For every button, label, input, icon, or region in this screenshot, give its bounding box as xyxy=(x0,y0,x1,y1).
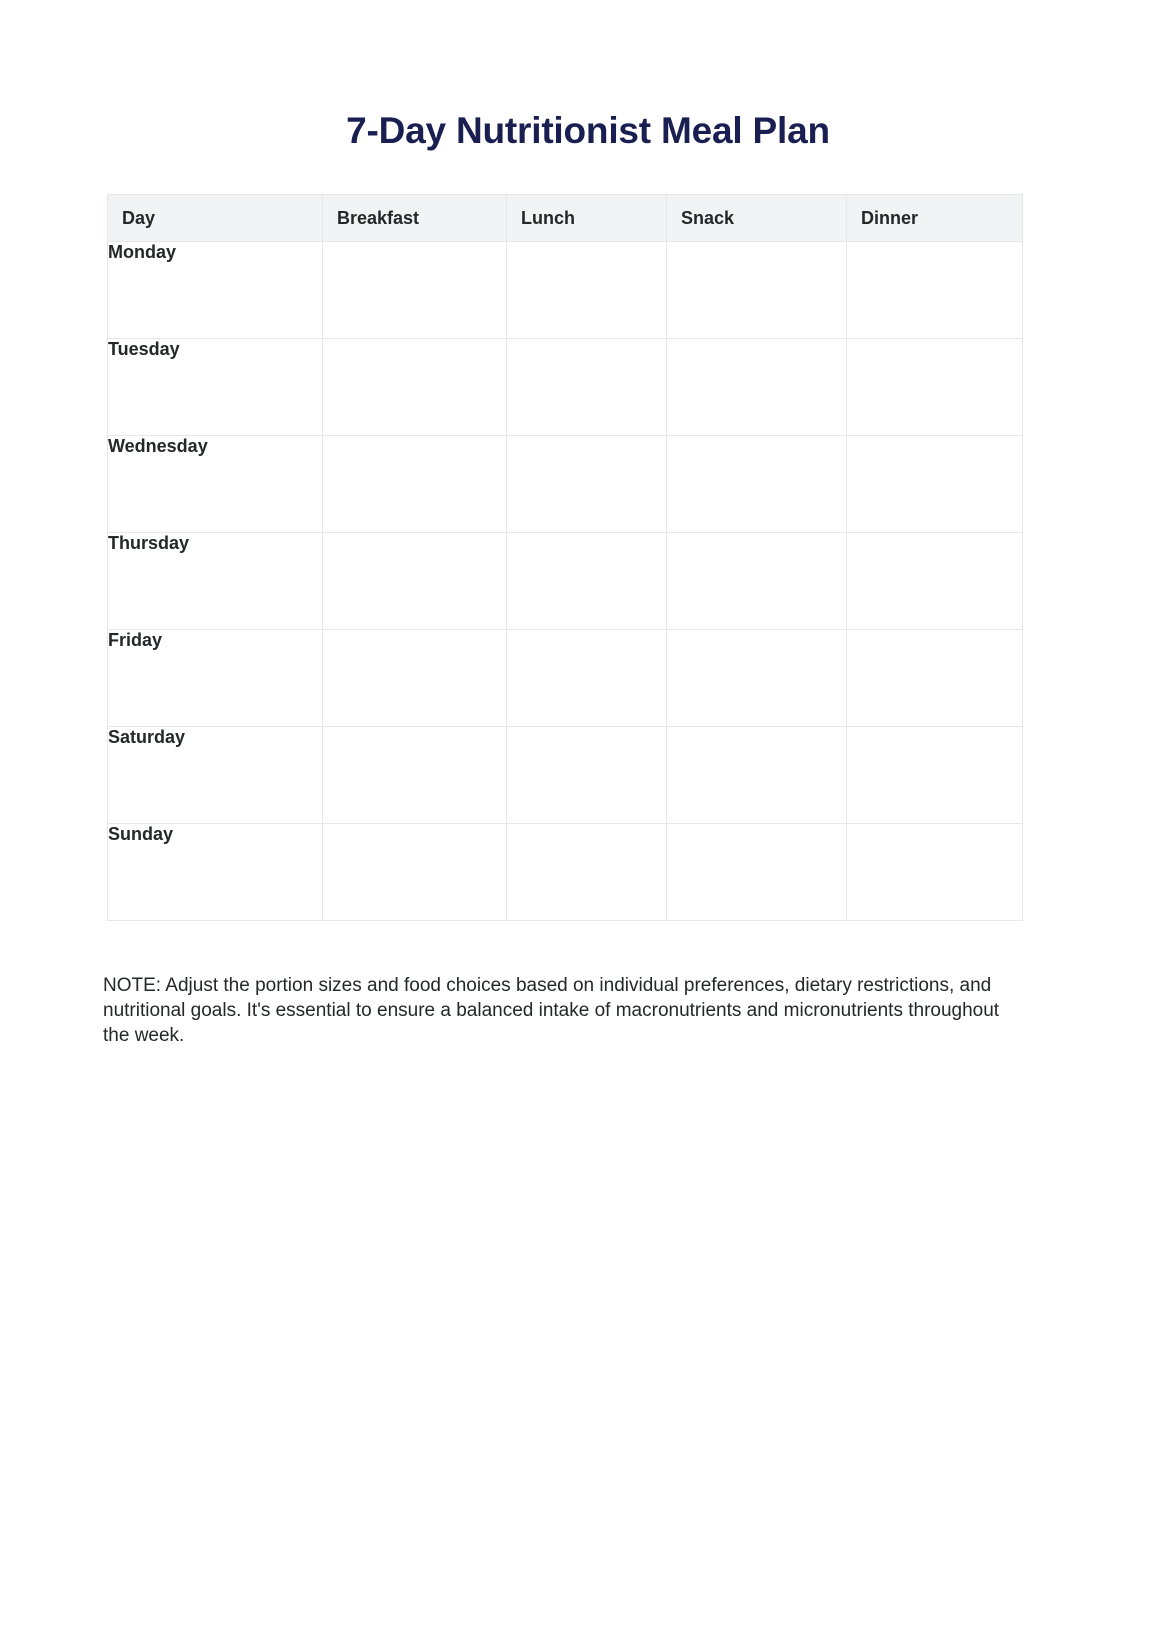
cell-lunch[interactable] xyxy=(507,630,667,727)
cell-dinner[interactable] xyxy=(847,242,1023,339)
cell-day: Wednesday xyxy=(108,436,323,533)
cell-snack[interactable] xyxy=(667,824,847,921)
cell-dinner[interactable] xyxy=(847,824,1023,921)
table-row xyxy=(108,824,1023,921)
table-row xyxy=(108,630,1023,727)
column-header-day: Day xyxy=(108,195,323,242)
table-body xyxy=(108,242,1023,921)
cell-snack[interactable] xyxy=(667,436,847,533)
cell-dinner[interactable] xyxy=(847,630,1023,727)
cell-breakfast[interactable] xyxy=(323,242,507,339)
cell-snack[interactable] xyxy=(667,339,847,436)
column-header-lunch: Lunch xyxy=(507,195,667,242)
note-text: NOTE: Adjust the portion sizes and food choices based on individual preferences, dietary restrictions, and nutritional goals. It's essential to ensure a balanced intake of macronutrients and micronutrients throughout the week. xyxy=(103,975,1000,1046)
cell-breakfast[interactable] xyxy=(323,727,507,824)
table-row xyxy=(108,533,1023,630)
table-header-row xyxy=(108,195,1023,242)
cell-breakfast[interactable] xyxy=(323,339,507,436)
cell-lunch[interactable] xyxy=(507,436,667,533)
meal-plan-table-container xyxy=(107,194,1022,921)
cell-dinner[interactable] xyxy=(847,339,1023,436)
table-header xyxy=(108,195,1023,242)
page-title: 7-Day Nutritionist Meal Plan xyxy=(346,109,830,151)
cell-snack[interactable] xyxy=(667,727,847,824)
table-row xyxy=(108,727,1023,824)
meal-plan-table xyxy=(107,194,1023,921)
cell-lunch[interactable] xyxy=(507,533,667,630)
cell-dinner[interactable] xyxy=(847,727,1023,824)
cell-breakfast[interactable] xyxy=(323,630,507,727)
table-row xyxy=(108,242,1023,339)
cell-dinner[interactable] xyxy=(847,533,1023,630)
cell-lunch[interactable] xyxy=(507,727,667,824)
cell-snack[interactable] xyxy=(667,533,847,630)
cell-breakfast[interactable] xyxy=(323,824,507,921)
cell-lunch[interactable] xyxy=(507,339,667,436)
cell-day: Saturday xyxy=(108,727,323,824)
column-header-breakfast: Breakfast xyxy=(323,195,507,242)
cell-day: Monday xyxy=(108,242,323,339)
cell-lunch[interactable] xyxy=(507,242,667,339)
cell-day: Sunday xyxy=(108,824,323,921)
cell-day: Friday xyxy=(108,630,323,727)
cell-breakfast[interactable] xyxy=(323,436,507,533)
table-row xyxy=(108,436,1023,533)
column-header-dinner: Dinner xyxy=(847,195,1023,242)
table-row xyxy=(108,339,1023,436)
cell-snack[interactable] xyxy=(667,242,847,339)
cell-lunch[interactable] xyxy=(507,824,667,921)
cell-day: Thursday xyxy=(108,533,323,630)
cell-day: Tuesday xyxy=(108,339,323,436)
cell-breakfast[interactable] xyxy=(323,533,507,630)
cell-snack[interactable] xyxy=(667,630,847,727)
column-header-snack: Snack xyxy=(667,195,847,242)
cell-dinner[interactable] xyxy=(847,436,1023,533)
